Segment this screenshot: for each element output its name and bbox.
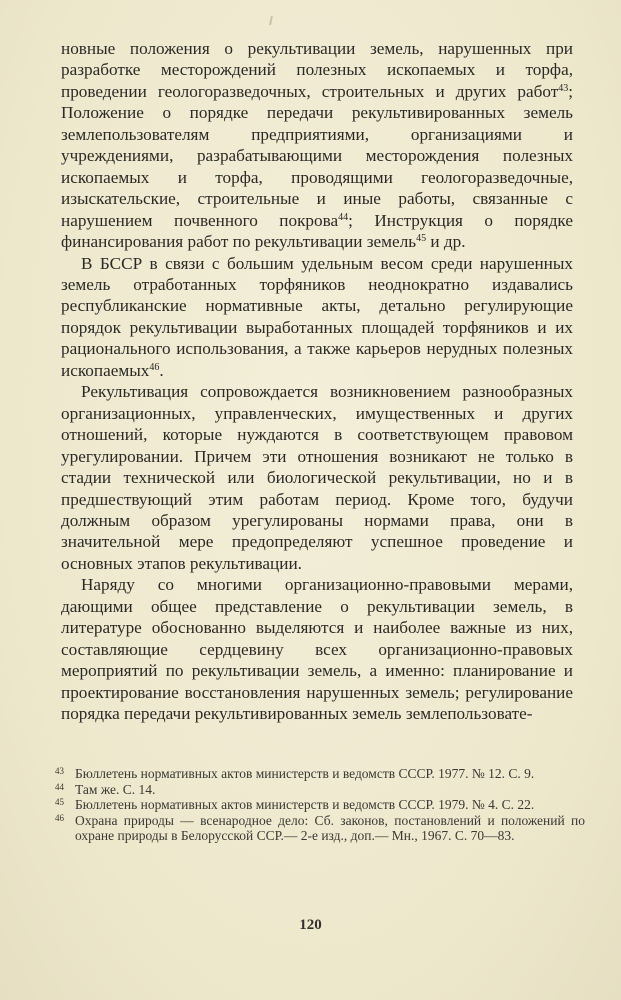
paragraph-1-text-b: ; Положение о порядке передачи рекультивированных земель землепользователям предприятиями, организациями и учреждениями, разрабатывающими месторождения полезных ископаемых и торфа, проводящими геологоразведочные, изыскательские, строительные и иные работы, связанные с нарушением почвенного покрова <box>61 81 573 230</box>
paragraph-1-text-d: и др. <box>426 232 466 252</box>
footnote-text: Охрана природы — всенародное дело: Сб. законов, постановлений и положений по охране природы в Белорусской ССР.— 2-е изд., доп.— Мн., 1967. С. 70—83. <box>75 812 585 843</box>
paper-speck <box>269 16 273 25</box>
paragraph-1-text-a: новные положения о рекультивации земель, нарушенных при разработке месторождений полезных ископаемых и торфа, проведении геологоразведочных, строительных и других работ <box>61 39 573 101</box>
footnote-ref-44[interactable]: 44 <box>338 211 349 223</box>
footnote-number: 45 <box>55 797 64 807</box>
footnote-ref-45[interactable]: 45 <box>416 233 427 245</box>
footnotes <box>55 766 585 844</box>
footnote-ref-46[interactable]: 46 <box>149 361 160 373</box>
paragraph-1-text-c: ; Инструкция о порядке финансирования работ по рекультивации земель <box>61 210 573 252</box>
footnote-46 <box>55 813 585 844</box>
paragraph-2-text-b: . <box>159 360 164 380</box>
main-text <box>61 38 573 725</box>
footnote-text: Бюллетень нормативных актов министерств и ведомств СССР. 1979. № 4. С. 22. <box>75 797 535 812</box>
paragraph-2 <box>61 253 573 382</box>
footnote-text: Бюллетень нормативных актов министерств и ведомств СССР. 1977. № 12. С. 9. <box>75 766 535 781</box>
footnote-43 <box>55 766 585 782</box>
footnote-number: 43 <box>55 766 64 776</box>
footnote-45 <box>55 797 585 813</box>
page-number: 120 <box>299 917 322 933</box>
footnote-number: 46 <box>55 812 64 823</box>
footnote-ref-43[interactable]: 43 <box>558 82 569 94</box>
paragraph-2-text-a: В БССР в связи с большим удельным весом среди нарушенных земель отработанных торфяников неоднократно издавались республиканские нормативные акты, детально регулирующие порядок рекультивации выработанных площадей торфяников и их рационального использования, а также карьеров нерудных полезных ископаемых <box>61 253 573 380</box>
paragraph-1 <box>61 38 573 253</box>
paragraph-3: Рекультивация сопровождается возникновением разнообразных организационных, управленческих, имущественных и других отношений, которые нуждаются в соответствующем правовом урегулировании. Причем эти отношения возникают не только в стадии технической или биологической рекультивации, но и в предшествующий этим работам период. Кроме того, будучи должным образом урегулированы нормами права, они в значительной мере предопределяют успешное проведение и основных этапов рекультивации. <box>61 382 573 573</box>
footnote-number: 44 <box>55 781 64 792</box>
paragraph-4: Наряду со многими организационно-правовыми мерами, дающими общее представление о рекультивации земель, в литературе обоснованно выделяются и наиболее важные из них, составляющие сердцевину всех организационно-правовых мероприятий по рекультивации земель, а именно: планирование и проектирование восстановления нарушенных земель; регулирование порядка передачи рекультивированных земель землепользовате- <box>61 575 573 724</box>
footnote-44 <box>55 782 585 798</box>
footnote-text: Там же. С. 14. <box>75 781 156 797</box>
